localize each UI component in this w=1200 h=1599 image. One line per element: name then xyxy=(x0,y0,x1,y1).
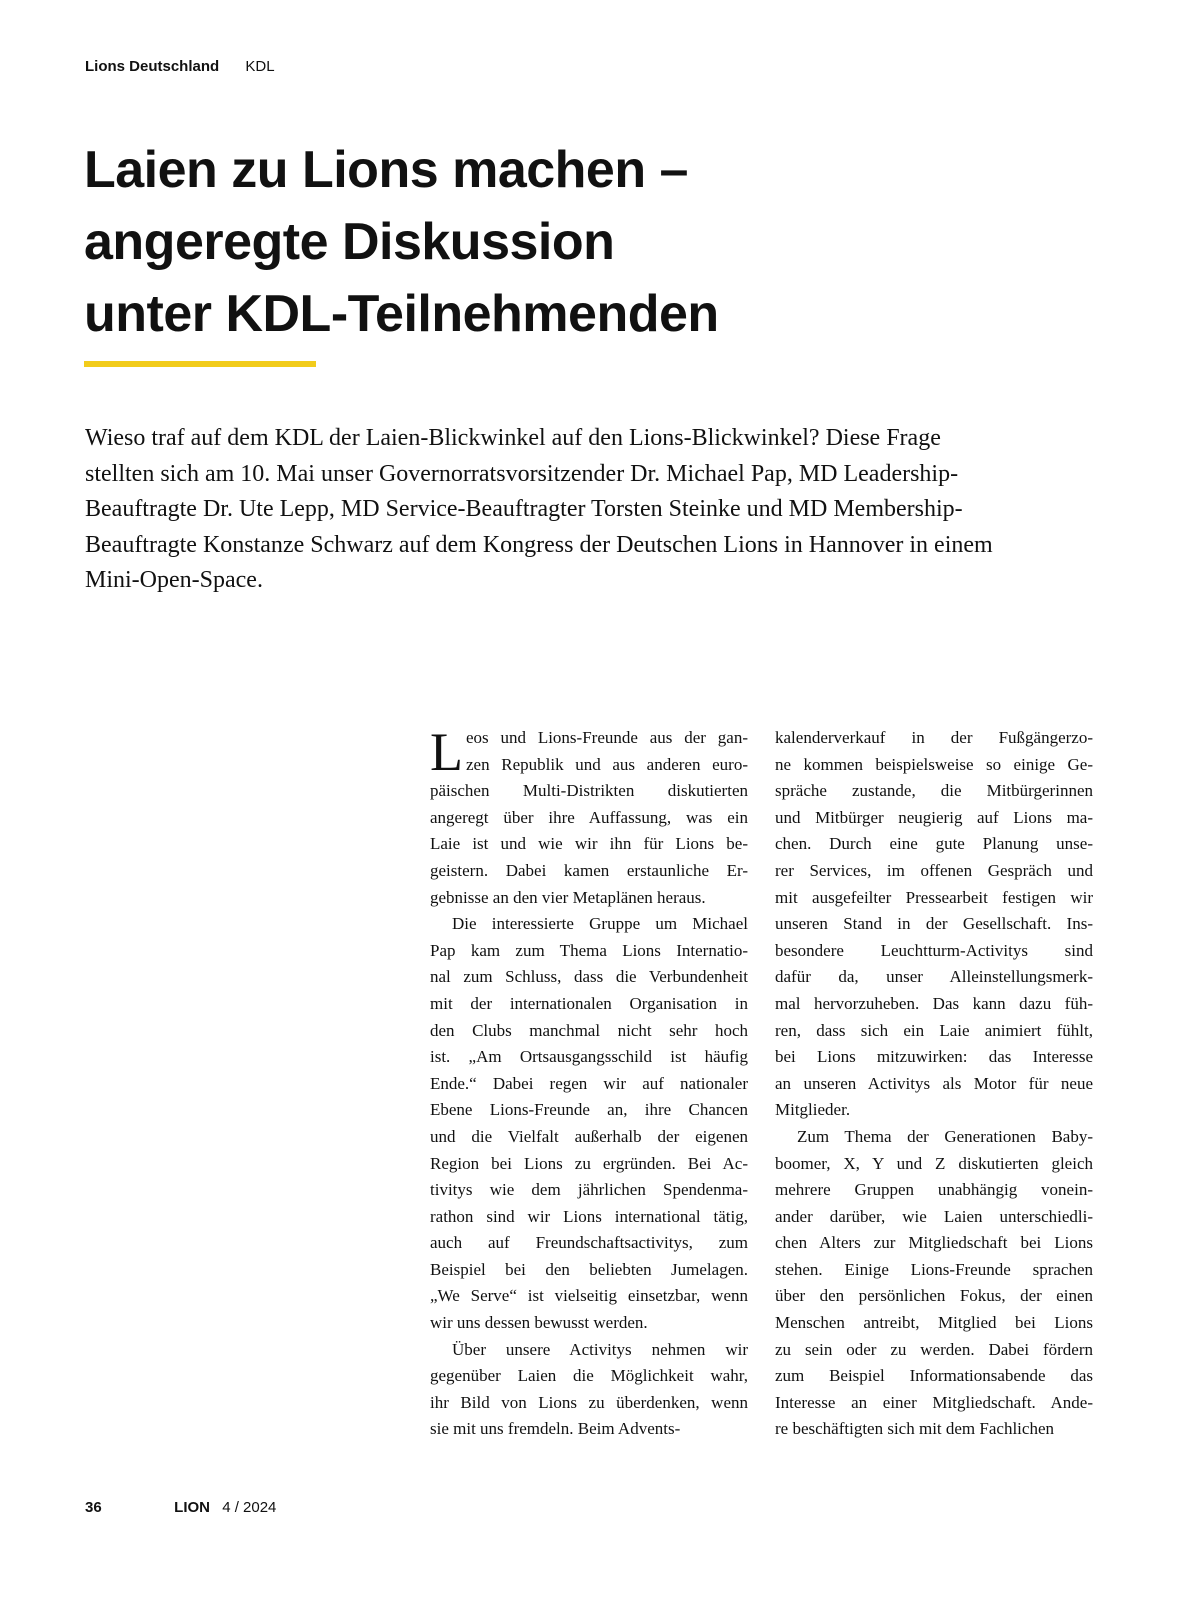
body-line: ihr Bild von Lions zu überdenken, wenn xyxy=(430,1392,748,1412)
body-line: bei Lions mitzuwirken: das Interesse xyxy=(775,1047,1093,1067)
article-title xyxy=(84,134,1084,350)
body-line: ren, dass sich ein Laie animiert fühlt, xyxy=(775,1020,1093,1040)
body-line: re beschäftigten sich mit dem Fachlichen xyxy=(775,1419,1054,1439)
body-line: ander darüber, wie Laien unterschiedli- xyxy=(775,1206,1093,1226)
body-line: gegenüber Laien die Möglichkeit wahr, xyxy=(430,1366,748,1386)
body-line: Mitglieder. xyxy=(775,1100,851,1120)
body-line: Die interessierte Gruppe um Michael xyxy=(452,914,748,934)
body-line: mit ausgefeilter Pressearbeit festigen wir xyxy=(775,887,1093,907)
body-line: mehrere Gruppen unabhängig vonein- xyxy=(775,1180,1093,1200)
body-line: Region bei Lions zu ergründen. Bei Ac- xyxy=(430,1153,748,1173)
body-line: Menschen antreibt, Mitglied bei Lions xyxy=(775,1313,1093,1333)
page-footer xyxy=(85,1499,276,1516)
lead-line: stellten sich am 10. Mai unser Governorratsvorsitzender Dr. Michael Pap, MD Leadership- xyxy=(85,460,959,487)
topic-label: KDL xyxy=(245,58,275,75)
lead-line: Beauftragte Konstanze Schwarz auf dem Kongress der Deutschen Lions in Hannover in einem xyxy=(85,531,993,558)
body-line: zum Beispiel Informationsabende das xyxy=(775,1366,1093,1386)
body-line: kalenderverkauf in der Fußgängerzo- xyxy=(775,728,1093,747)
lead-paragraph xyxy=(85,421,1125,599)
body-line: unseren Stand in der Gesellschaft. Ins- xyxy=(775,914,1093,934)
body-line: angeregt über ihre Auffassung, was ein xyxy=(430,807,748,827)
body-line: Interesse an einer Mitgliedschaft. Ande- xyxy=(775,1392,1093,1412)
accent-bar xyxy=(84,361,316,367)
body-line: Über unsere Activitys nehmen wir xyxy=(452,1339,748,1359)
section-label: Lions Deutschland xyxy=(85,58,220,75)
body-line: besondere Leuchtturm-Activitys sind xyxy=(775,940,1093,960)
title-line: Laien zu Lions machen – xyxy=(84,141,688,199)
body-line: Ende.“ Dabei regen wir auf nationaler xyxy=(430,1073,748,1093)
page-number: 36 xyxy=(85,1499,102,1516)
body-line: rer Services, im offenen Gespräch und xyxy=(775,860,1093,880)
drop-cap: L xyxy=(430,722,463,782)
body-line: mal hervorzuheben. Das kann dazu füh- xyxy=(775,993,1093,1013)
title-line: angeregte Diskussion xyxy=(84,213,615,271)
page-header xyxy=(85,58,275,75)
body-line: zu sein oder zu werden. Dabei fördern xyxy=(775,1339,1093,1359)
body-line: geistern. Dabei kamen erstaunliche Er- xyxy=(430,860,748,880)
body-line: eos und Lions-Freunde aus der gan- xyxy=(466,728,748,747)
lead-line: Wieso traf auf dem KDL der Laien-Blickwinkel auf den Lions-Blickwinkel? Diese Frage xyxy=(85,425,941,451)
body-line: nal zum Schluss, dass die Verbundenheit xyxy=(430,967,748,987)
body-line: und die Vielfalt außerhalb der eigenen xyxy=(430,1126,748,1146)
body-line: chen Alters zur Mitgliedschaft bei Lions xyxy=(775,1233,1093,1253)
body-line: boomer, X, Y und Z diskutierten gleich xyxy=(775,1153,1093,1173)
body-line: tivitys wie dem jährlichen Spendenma- xyxy=(430,1180,748,1200)
body-column-2 xyxy=(775,725,1093,1443)
body-line: wir uns dessen bewusst werden. xyxy=(430,1313,648,1333)
body-line: Laie ist und wie wir ihn für Lions be- xyxy=(430,834,748,854)
body-line: auch auf Freundschaftsactivitys, zum xyxy=(430,1233,748,1253)
body-line: rathon sind wir Lions international tätig, xyxy=(430,1206,748,1226)
body-line: zen Republik und aus anderen euro- xyxy=(466,754,748,774)
body-line: Beispiel bei den beliebten Jumelagen. xyxy=(430,1259,748,1279)
body-line: an unseren Activitys als Motor für neue xyxy=(775,1073,1093,1093)
body-line: „We Serve“ ist vielseitig einsetzbar, wenn xyxy=(430,1286,748,1306)
body-line: gebnisse an den vier Metaplänen heraus. xyxy=(430,887,706,907)
body-line: Zum Thema der Generationen Baby- xyxy=(797,1126,1093,1146)
issue-number: 4 / 2024 xyxy=(222,1499,277,1516)
body-column-1 xyxy=(430,722,748,1443)
body-line: den Clubs manchmal nicht sehr hoch xyxy=(430,1020,748,1040)
body-line: mit der internationalen Organisation in xyxy=(430,993,748,1013)
body-line: stehen. Einige Lions-Freunde sprachen xyxy=(775,1259,1093,1279)
body-line: ist. „Am Ortsausgangsschild ist häufig xyxy=(430,1047,748,1067)
body-line: über den persönlichen Fokus, der einen xyxy=(775,1286,1093,1306)
title-line: unter KDL-Teilnehmenden xyxy=(84,285,719,343)
body-line: chen. Durch eine gute Planung unse- xyxy=(775,834,1093,854)
body-line: ne kommen beispielsweise so einige Ge- xyxy=(775,754,1093,774)
lead-line: Mini-Open-Space. xyxy=(85,567,263,593)
magazine-name: LION xyxy=(174,1499,211,1516)
lead-line: Beauftragte Dr. Ute Lepp, MD Service-Beauftragter Torsten Steinke und MD Membership- xyxy=(85,496,963,522)
body-line: sie mit uns fremdeln. Beim Advents- xyxy=(430,1419,681,1439)
body-line: Pap kam zum Thema Lions Internatio- xyxy=(430,940,748,960)
body-line: dafür da, unser Alleinstellungsmerk- xyxy=(775,967,1093,987)
body-line: Ebene Lions-Freunde an, ihre Chancen xyxy=(430,1100,748,1120)
body-line: und Mitbürger neugierig auf Lions ma- xyxy=(775,807,1093,827)
body-line: spräche zustande, die Mitbürgerinnen xyxy=(775,781,1093,801)
body-line: päischen Multi-Distrikten diskutierten xyxy=(430,781,748,801)
